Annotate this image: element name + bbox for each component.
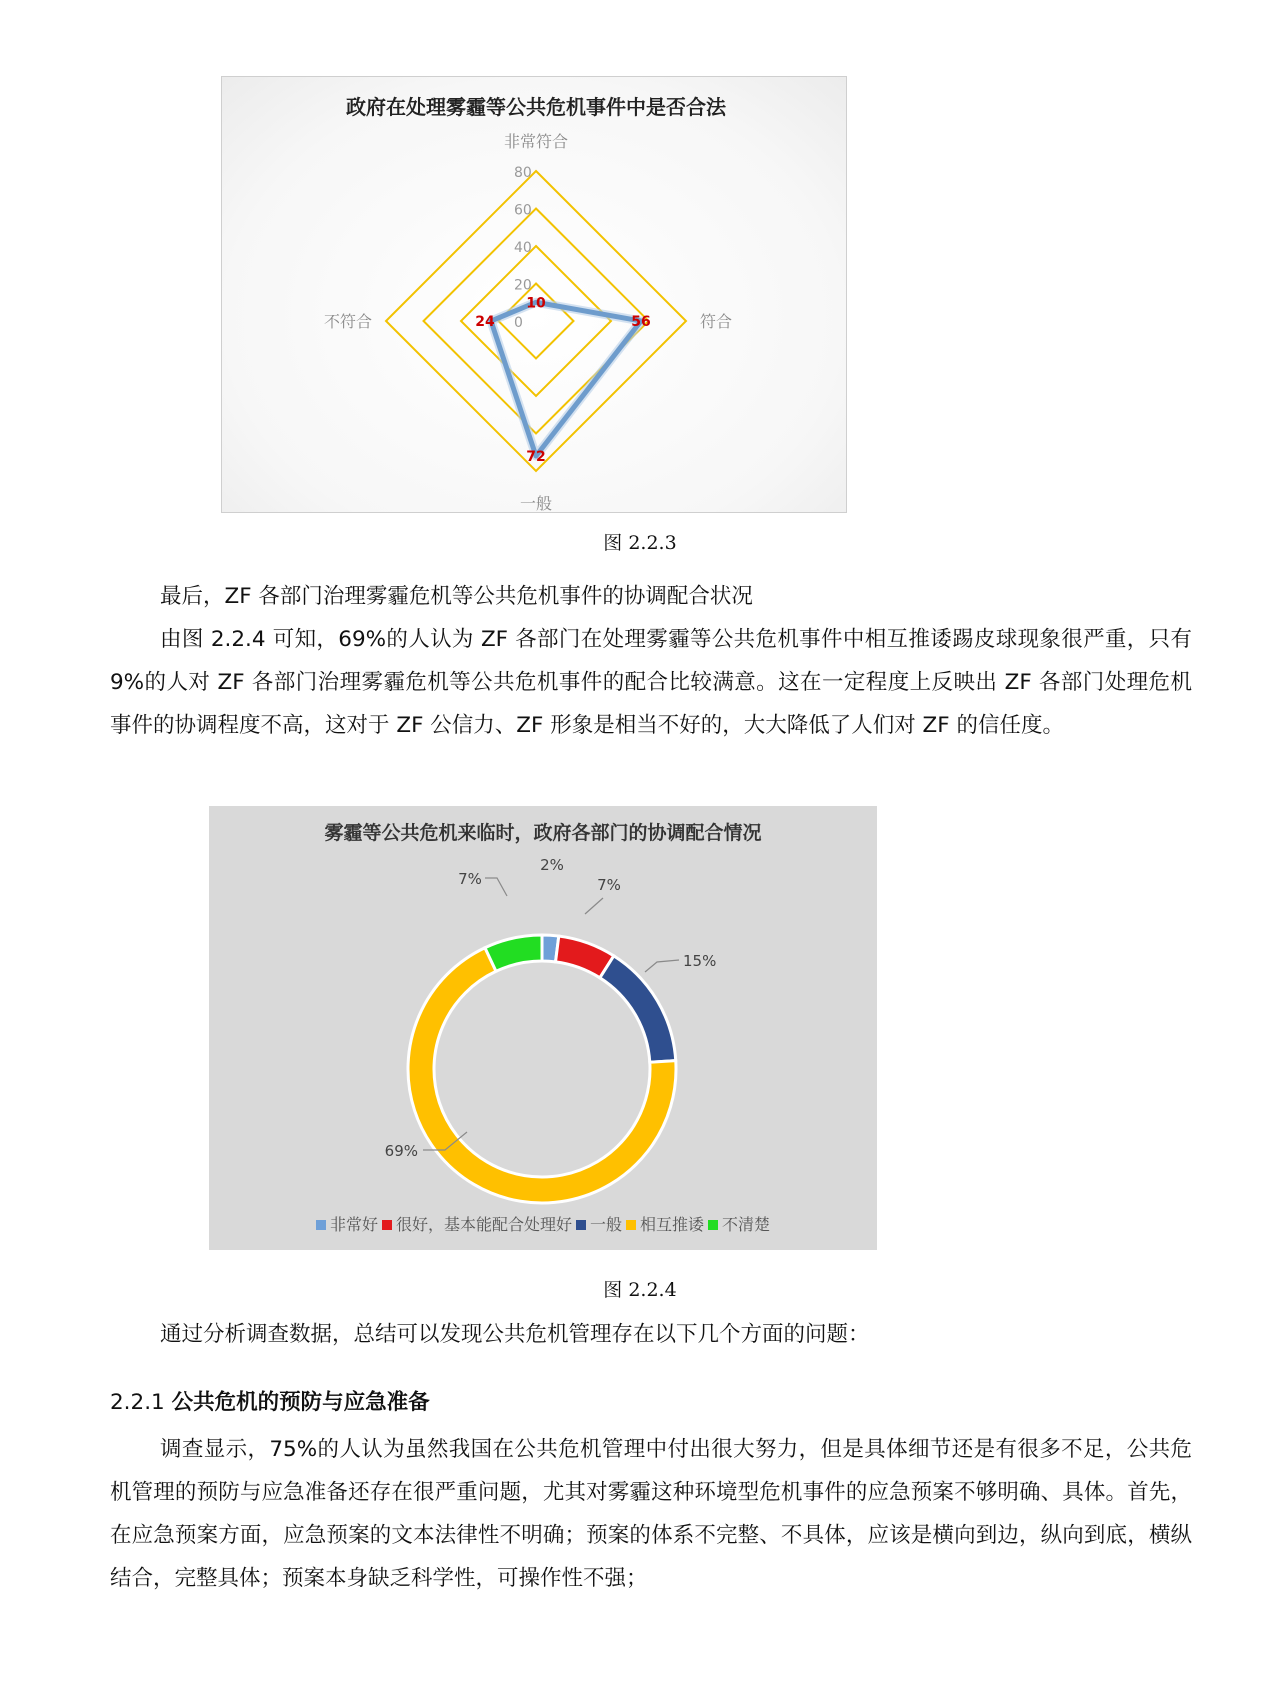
paragraph-1: 最后，ZF 各部门治理雾霾危机等公共危机事件的协调配合状况 [160, 584, 753, 609]
donut-leader-line [645, 960, 679, 972]
figure-caption-2-2-4: 图 2.2.4 [603, 1279, 677, 1301]
radar-axis-label: 符合 [700, 312, 733, 331]
donut-chart [209, 806, 877, 1250]
legend-swatch [626, 1220, 636, 1230]
donut-data-label: 15% [683, 952, 717, 970]
donut-chart-svg [209, 806, 877, 1206]
radar-data-label: 72 [526, 449, 546, 465]
donut-slice [485, 935, 542, 971]
radar-tick-label: 40 [514, 240, 532, 256]
legend-swatch [382, 1220, 392, 1230]
radar-tick-label: 20 [514, 277, 532, 294]
donut-data-label: 7% [597, 876, 621, 894]
legend-swatch [316, 1220, 326, 1230]
radar-data-label: 24 [475, 314, 495, 330]
legend-swatch [576, 1220, 586, 1230]
legend-label: 相互推诿 [640, 1215, 705, 1234]
paragraph-2: 由图 2.2.4 可知，69%的人认为 ZF 各部门在处理雾霾等公共危机事件中相互推诿踢皮球现象很严重，只有 9%的人对 ZF 各部门治理雾霾危机等公共危机事件的配合比较满意。这在一定程度上反映出 ZF 各部门处理危机事件的协调程度不高，这对于 ZF 公信力、ZF 形象是相当不好的，大大降低了人们对 ZF 的信任度。 [110, 627, 1192, 738]
donut-slice [600, 956, 676, 1062]
radar-axis-label: 非常符合 [503, 132, 569, 151]
section-title: 公共危机的预防与应急准备 [171, 1390, 430, 1415]
radar-chart [221, 76, 847, 513]
legend-item [576, 1215, 622, 1234]
radar-chart-svg [222, 77, 848, 514]
donut-leader-line [485, 878, 507, 896]
radar-axis-label: 不符合 [323, 312, 372, 331]
legend-item [626, 1215, 704, 1234]
radar-axis-label: 一般 [519, 494, 553, 513]
legend-swatch [708, 1220, 718, 1230]
legend-item [382, 1215, 572, 1234]
legend-label: 非常好 [329, 1215, 378, 1234]
donut-data-label: 7% [458, 870, 482, 888]
legend-label: 很好，基本能配合处理好 [395, 1215, 572, 1234]
radar-tick-label: 60 [514, 202, 532, 219]
paragraph-4: 调查显示，75%的人认为虽然我国在公共危机管理中付出很大努力，但是具体细节还是有很多不足，公共危机管理的预防与应急准备还存在很严重问题，尤其对雾霾这种环境型危机事件的应急预案不够明确、具体。首先，在应急预案方面，应急预案的文本法律性不明确；预案的体系不完整、不具体，应该是横向到边，纵向到底，横纵结合，完整具体；预案本身缺乏科学性，可操作性不强； [110, 1437, 1192, 1591]
radar-data-label: 56 [631, 314, 651, 330]
donut-data-label: 69% [384, 1142, 418, 1160]
section-number: 2.2.1 [110, 1390, 165, 1415]
legend-item [316, 1215, 378, 1234]
radar-tick-label: 0 [514, 315, 523, 331]
legend-item [708, 1215, 770, 1234]
donut-title: 雾霾等公共危机来临时，政府各部门的协调配合情况 [324, 822, 762, 844]
donut-legend [209, 1212, 877, 1235]
radar-title: 政府在处理雾霾等公共危机事件中是否合法 [346, 95, 726, 119]
donut-leader-line [585, 898, 603, 914]
radar-grid-ring [424, 209, 649, 434]
radar-tick-label: 80 [514, 165, 532, 181]
donut-data-label: 2% [540, 856, 564, 874]
section-heading [110, 1385, 430, 1416]
figure-caption-2-2-3: 图 2.2.3 [603, 532, 677, 554]
legend-label: 一般 [589, 1215, 622, 1234]
legend-label: 不清楚 [722, 1215, 771, 1234]
paragraph-3: 通过分析调查数据，总结可以发现公共危机管理存在以下几个方面的问题： [160, 1322, 870, 1347]
radar-data-label: 10 [526, 295, 546, 312]
